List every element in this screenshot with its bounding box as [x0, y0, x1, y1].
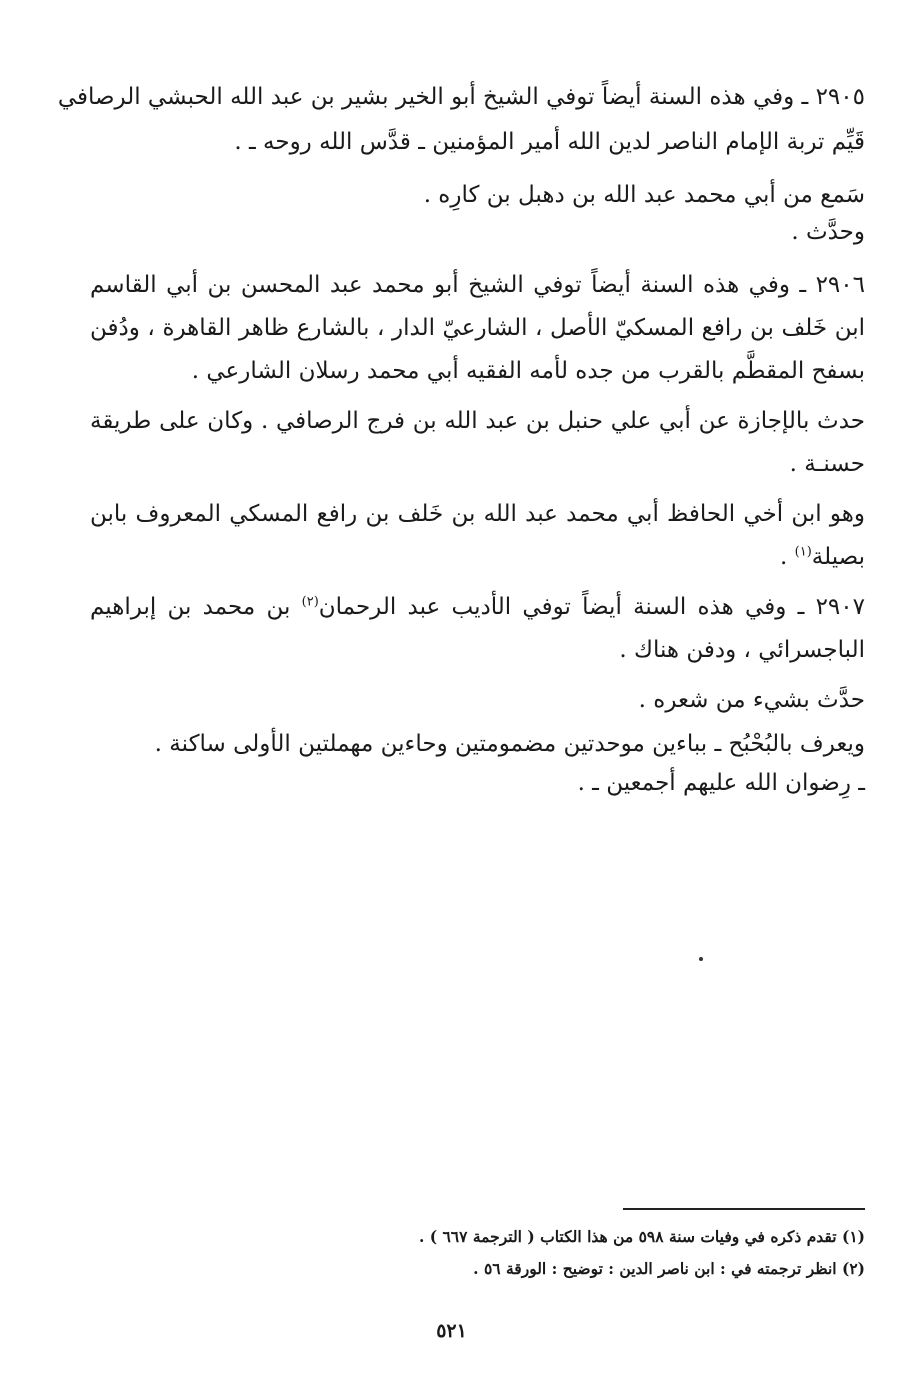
entry-2907-line-1-end: بن محمد بن إبراهيم: [90, 594, 302, 620]
footnote-ref-2[interactable]: (٢): [301, 594, 319, 610]
entry-2907-line-1: [90, 592, 865, 622]
entry-2906-line-7-text: بصيلة: [811, 544, 865, 570]
entry-2906-line-5: حسنـة .: [789, 451, 865, 477]
page-number: ٥٢١: [436, 1320, 467, 1342]
entry-2905-line-2: قَيِّم تربة الإمام الناصر لدين الله أمير المؤمنين ـ قدَّس الله روحه ـ .: [234, 129, 865, 155]
footnote-ref-1[interactable]: (١): [794, 544, 812, 560]
entry-2906-line-7: [90, 542, 865, 572]
footnote-2: (٢) انظر ترجمته في : ابن ناصر الدين : توضيح : الورقة ٥٦ .: [473, 1259, 865, 1278]
entry-2906-line-1: ٢٩٠٦ ـ وفي هذه السنة أيضاً توفي الشيخ أبو محمد عبد المحسن بن أبي القاسم: [90, 272, 865, 298]
entry-2907-line-5: ـ رِضوان الله عليهم أجمعين ـ .: [577, 770, 865, 796]
entry-2906-line-3: بسفح المقطَّم بالقرب من جده لأمه الفقيه أبي محمد رسلان الشارعي .: [191, 358, 865, 384]
entry-2906-line-4: حدث بالإجازة عن أبي علي حنبل بن عبد الله بن فرج الرصافي . وكان على طريقة: [90, 408, 865, 434]
entry-2905-line-4: وحدَّث .: [791, 219, 865, 245]
print-speck: [699, 957, 703, 961]
entry-2906-line-6: وهو ابن أخي الحافظ أبي محمد عبد الله بن خَلف بن رافع المسكي المعروف بابن: [90, 501, 865, 527]
footnote-1: (١) تقدم ذكره في وفيات سنة ٥٩٨ من هذا الكتاب ( الترجمة ٦٦٧ ) .: [418, 1227, 865, 1246]
entry-2906-line-2: ابن خَلف بن رافع المسكيّ الأصل ، الشارعيّ الدار ، بالشارع ظاهر القاهرة ، ودُفن: [90, 315, 865, 341]
entry-2907-line-2: الباجسرائي ، ودفن هناك .: [619, 637, 865, 663]
entry-2905-line-3: سَمع من أبي محمد عبد الله بن دهبل بن كارِه .: [423, 182, 865, 208]
footnote-separator: [623, 1208, 865, 1210]
entry-2907-line-3: حدَّث بشيء من شعره .: [638, 687, 865, 713]
entry-2907-line-4: ويعرف بالبُحْبُح ـ بباءين موحدتين مضمومتين وحاءين مهملتين الأولى ساكنة .: [154, 731, 865, 757]
entry-2906-line-7-end: .: [780, 544, 795, 570]
entry-2905-line-1: ٢٩٠٥ ـ وفي هذه السنة أيضاً توفي الشيخ أبو الخير بشير بن عبد الله الحبشي الرصافي: [57, 84, 865, 110]
entry-2907-line-1-text: ٢٩٠٧ ـ وفي هذه السنة أيضاً توفي الأديب عبد الرحمان: [318, 594, 865, 620]
